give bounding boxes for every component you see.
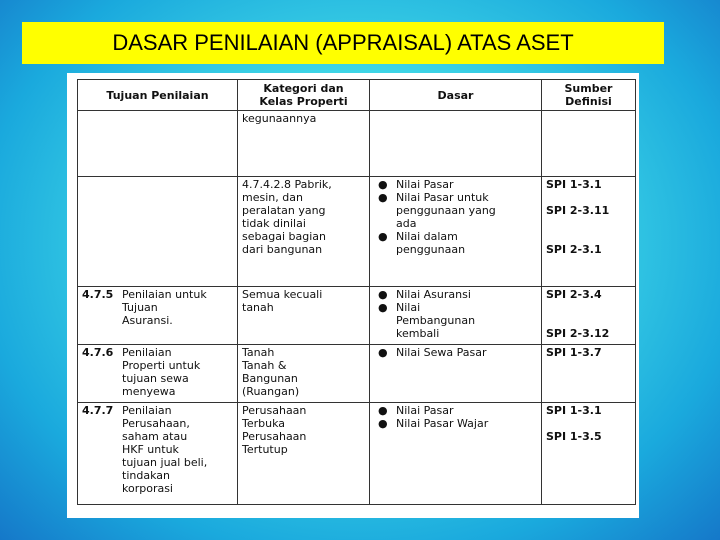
cell-line: Terbuka [242, 417, 286, 430]
cell-line: peralatan yang [242, 204, 326, 217]
cell-line: menyewa [122, 385, 176, 398]
cell-line: dari bangunan [242, 243, 323, 256]
cell-line [546, 417, 631, 430]
cell-line: SPI 2-3.1 [546, 243, 602, 256]
cell-kategori [238, 403, 370, 505]
cell-line [546, 301, 631, 314]
bullet-icon: ● [378, 288, 388, 301]
cell-line [546, 314, 631, 327]
tujuan-wrap [82, 404, 233, 495]
slide-title-bar [22, 22, 664, 64]
cell-tujuan [78, 287, 238, 345]
cell-line: sebagai bagian [242, 230, 326, 243]
tujuan-text [122, 288, 233, 327]
dasar-item [374, 178, 537, 191]
dasar-list [374, 178, 537, 256]
header-dasar: Dasar [370, 80, 542, 111]
cell-tujuan [78, 345, 238, 403]
bullet-icon: ● [378, 404, 388, 417]
cell-sumber [542, 345, 636, 403]
dasar-item [374, 288, 537, 301]
cell-kategori [238, 111, 370, 177]
cell-line: Perusahaan [242, 404, 307, 417]
cell-sumber [542, 111, 636, 177]
dasar-list [374, 346, 537, 359]
dasar-item [374, 301, 537, 340]
cell-line: Bangunan [242, 372, 298, 385]
cell-line [546, 217, 631, 230]
cell-line: Asuransi. [122, 314, 173, 327]
cell-tujuan [78, 403, 238, 505]
table-row [78, 403, 636, 505]
table-image [67, 73, 639, 518]
cell-line: Properti untuk [122, 359, 201, 372]
cell-line: 4.7.4.2.8 Pabrik, [242, 178, 332, 191]
cell-line: Tujuan [122, 301, 158, 314]
cell-sumber [542, 177, 636, 287]
cell-line: penggunaan yang [396, 204, 496, 217]
cell-sumber [542, 403, 636, 505]
cell-line: kembali [396, 327, 440, 340]
cell-line [546, 230, 631, 243]
cell-line: tindakan [122, 469, 170, 482]
cell-line: tujuan sewa [122, 372, 189, 385]
cell-dasar [370, 177, 542, 287]
tujuan-wrap [82, 346, 233, 398]
cell-line: Nilai Sewa Pasar [396, 346, 487, 359]
cell-dasar [370, 403, 542, 505]
bullet-icon: ● [378, 301, 388, 314]
cell-line: mesin, dan [242, 191, 303, 204]
cell-line: Tertutup [242, 443, 288, 456]
slide-title: DASAR PENILAIAN (APPRAISAL) ATAS ASET [112, 30, 574, 55]
dasar-item [374, 191, 537, 230]
cell-line: korporasi [122, 482, 173, 495]
cell-line: Penilaian untuk [122, 288, 207, 301]
cell-line: Tanah & [242, 359, 287, 372]
cell-tujuan [78, 177, 238, 287]
cell-line: HKF untuk [122, 443, 179, 456]
cell-line: tujuan jual beli, [122, 456, 208, 469]
cell-line: saham atau [122, 430, 188, 443]
bullet-icon: ● [378, 346, 388, 359]
dasar-item [374, 346, 537, 359]
dasar-item [374, 417, 537, 430]
bullet-icon: ● [378, 178, 388, 191]
bullet-icon: ● [378, 230, 388, 243]
cell-kategori [238, 345, 370, 403]
cell-line: Nilai dalam [396, 230, 458, 243]
cell-dasar [370, 345, 542, 403]
cell-line: penggunaan [396, 243, 466, 256]
cell-kategori [238, 177, 370, 287]
cell-line: tanah [242, 301, 274, 314]
header-tujuan: Tujuan Penilaian [78, 80, 238, 111]
bullet-icon: ● [378, 417, 388, 430]
dasar-list [374, 404, 537, 430]
header-kategori: Kategori dan Kelas Properti [238, 80, 370, 111]
bullet-icon: ● [378, 191, 388, 204]
cell-line: Tanah [242, 346, 275, 359]
table-row [78, 345, 636, 403]
cell-line: SPI 2-3.4 [546, 288, 602, 301]
tujuan-text [122, 346, 233, 398]
cell-line: Nilai Pasar [396, 178, 454, 191]
cell-line: (Ruangan) [242, 385, 300, 398]
cell-line [546, 191, 631, 204]
cell-line: Nilai [396, 301, 421, 314]
cell-line: ada [396, 217, 417, 230]
cell-line: Perusahaan, [122, 417, 190, 430]
table-row [78, 287, 636, 345]
cell-line: Nilai Pasar untuk [396, 191, 489, 204]
cell-line: SPI 1-3.7 [546, 346, 602, 359]
cell-line: SPI 2-3.11 [546, 204, 610, 217]
cell-line: Nilai Pasar [396, 404, 454, 417]
row-number: 4.7.7 [82, 404, 114, 417]
cell-kategori [238, 287, 370, 345]
cell-line: SPI 1-3.1 [546, 404, 602, 417]
cell-tujuan [78, 111, 238, 177]
row-number: 4.7.5 [82, 288, 114, 301]
cell-line: tidak dinilai [242, 217, 306, 230]
cell-line: Pembangunan [396, 314, 476, 327]
dasar-item [374, 404, 537, 417]
table-row [78, 177, 636, 287]
appraisal-table [77, 79, 636, 505]
cell-sumber [542, 287, 636, 345]
cell-dasar [370, 111, 542, 177]
cell-line: kegunaannya [242, 112, 317, 125]
header-sumber: Sumber Definisi [542, 80, 636, 111]
cell-dasar [370, 287, 542, 345]
cell-line: SPI 1-3.1 [546, 178, 602, 191]
row-number: 4.7.6 [82, 346, 114, 359]
cell-line: Nilai Pasar Wajar [396, 417, 489, 430]
cell-line: SPI 1-3.5 [546, 430, 602, 443]
dasar-list [374, 288, 537, 340]
header-row [78, 80, 636, 111]
dasar-item [374, 230, 537, 256]
cell-line: Semua kecuali [242, 288, 323, 301]
cell-line: Penilaian [122, 404, 172, 417]
cell-line: SPI 2-3.12 [546, 327, 610, 340]
cell-line: Penilaian [122, 346, 172, 359]
table-row [78, 111, 636, 177]
tujuan-text [122, 404, 233, 495]
tujuan-wrap [82, 288, 233, 327]
cell-line: Perusahaan [242, 430, 307, 443]
cell-line: Nilai Asuransi [396, 288, 471, 301]
